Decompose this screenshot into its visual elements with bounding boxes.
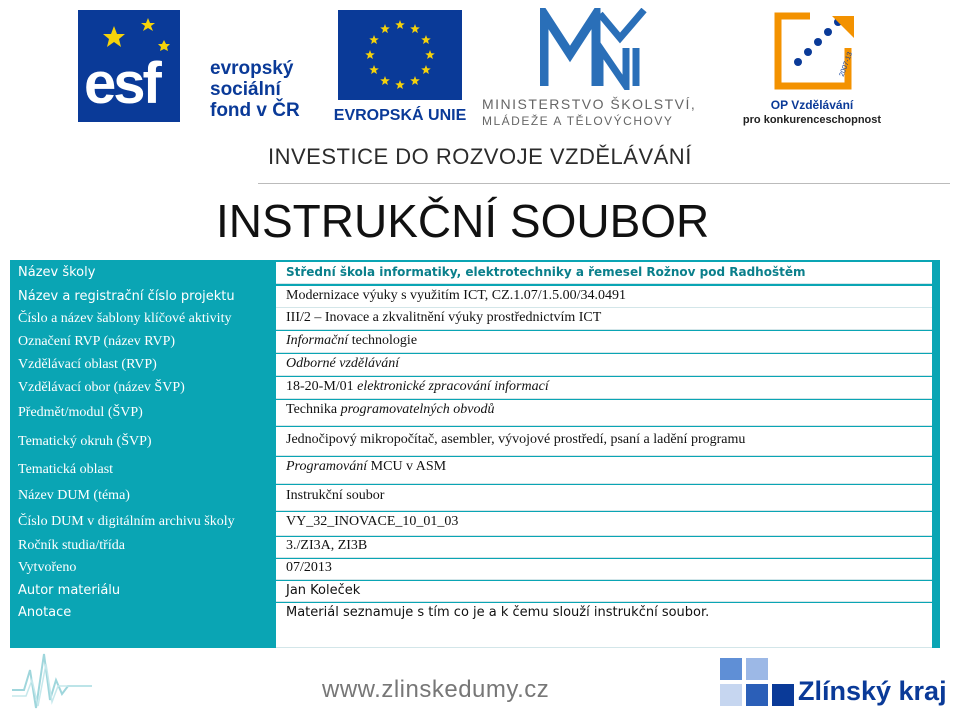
row-value: Jednočipový mikropočítač, asembler, vývojové prostředí, psaní a ladění programu bbox=[286, 432, 746, 447]
esf-word-1: evropský bbox=[210, 58, 294, 79]
row-value-box bbox=[276, 559, 932, 580]
table-row-obor bbox=[10, 377, 940, 399]
table-row-autor bbox=[10, 581, 940, 602]
table-row-okruh bbox=[10, 427, 940, 456]
esf-word-3: fond v ČR bbox=[210, 100, 300, 121]
row-value bbox=[286, 333, 417, 349]
table-row-dum bbox=[10, 485, 940, 511]
eu-star bbox=[410, 76, 420, 85]
row-value-box bbox=[276, 485, 932, 511]
row-value: III/2 – Inovace a zkvalitnění výuky prostřednictvím ICT bbox=[286, 310, 602, 325]
row-label: Autor materiálu bbox=[18, 583, 121, 598]
eu-star bbox=[365, 50, 375, 59]
row-label: Číslo DUM v digitálním archivu školy bbox=[18, 514, 235, 529]
table-row-oblast bbox=[10, 354, 940, 376]
row-label: Název školy bbox=[18, 265, 96, 280]
row-value: Střední škola informatiky, elektrotechniky a řemesel Rožnov pod Radhoštěm bbox=[286, 265, 806, 279]
eu-star bbox=[421, 65, 431, 74]
msmt-line-1: MINISTERSTVO ŠKOLSTVÍ, bbox=[482, 96, 697, 112]
msmt-logo bbox=[482, 8, 722, 133]
zk-square-icon bbox=[720, 658, 742, 680]
op-mark-icon bbox=[770, 8, 856, 94]
row-value: VY_32_INOVACE_10_01_03 bbox=[286, 514, 459, 529]
page-title: INSTRUKČNÍ SOUBOR bbox=[216, 195, 710, 247]
zk-square-icon bbox=[772, 684, 794, 706]
row-label: Číslo a název šablony klíčové aktivity bbox=[18, 311, 232, 326]
zk-square-icon bbox=[746, 684, 768, 706]
row-label: Označení RVP (název RVP) bbox=[18, 334, 176, 349]
row-value bbox=[286, 402, 494, 418]
pulse-icon bbox=[12, 650, 92, 712]
esf-words bbox=[210, 58, 300, 121]
row-value-box bbox=[276, 427, 932, 456]
table-row-rvp bbox=[10, 331, 940, 353]
table-row-projekt bbox=[10, 286, 940, 308]
op-line-1: OP Vzdělávání bbox=[770, 98, 854, 112]
row-value: Jan Koleček bbox=[286, 583, 361, 598]
table-row-nazev-skoly bbox=[10, 262, 940, 284]
eu-star bbox=[421, 35, 431, 44]
row-value: 3./ZI3A, ZI3B bbox=[286, 538, 368, 553]
esf-word-2: sociální bbox=[210, 79, 281, 100]
row-label: Vytvořeno bbox=[18, 560, 77, 575]
row-value-box bbox=[276, 308, 932, 330]
table-row-vytvoreno bbox=[10, 559, 940, 580]
row-value-plain: MCU v ASM bbox=[367, 459, 447, 474]
table-row-rocnik bbox=[10, 537, 940, 558]
row-value-box bbox=[276, 262, 932, 284]
eu-star bbox=[380, 24, 390, 33]
table-row-predmet bbox=[10, 400, 940, 426]
zk-square-icon bbox=[720, 684, 742, 706]
row-value-italic: Programování bbox=[286, 459, 368, 474]
table-row-cislo-dum bbox=[10, 512, 940, 536]
eu-star bbox=[395, 20, 405, 29]
row-label: Název DUM (téma) bbox=[18, 488, 130, 503]
row-value: Instrukční soubor bbox=[286, 488, 385, 503]
eu-star bbox=[369, 65, 379, 74]
row-value-plain: 18-20-M/01 bbox=[286, 379, 358, 394]
row-value-box bbox=[276, 354, 932, 376]
row-value: Odborné vzdělávání bbox=[286, 356, 400, 371]
esf-mark: esf bbox=[84, 51, 159, 116]
row-label: Vzdělávací oblast (RVP) bbox=[18, 357, 157, 372]
row-label: Tematická oblast bbox=[18, 462, 114, 477]
row-value-italic: elektronické zpracování informací bbox=[357, 379, 549, 394]
footer-url: www.zlinskedumy.cz bbox=[322, 676, 550, 703]
zlinsky-kraj-logo: Zlínský kraj bbox=[798, 676, 947, 706]
row-value: 07/2013 bbox=[286, 560, 332, 575]
row-label: Vzdělávací obor (název ŠVP) bbox=[18, 380, 185, 395]
row-value-italic: programovatelných obvodů bbox=[340, 402, 495, 417]
eu-star bbox=[395, 80, 405, 89]
op-line-2: pro konkurenceschopnost bbox=[742, 114, 882, 126]
header-logos bbox=[0, 0, 960, 185]
zk-square-icon bbox=[746, 658, 768, 680]
eu-star bbox=[369, 35, 379, 44]
op-logo bbox=[732, 8, 892, 130]
op-years: 2007-13 bbox=[838, 51, 855, 78]
row-value-box bbox=[276, 286, 932, 308]
row-value bbox=[286, 459, 446, 475]
row-value-box bbox=[276, 603, 932, 648]
esf-logo bbox=[78, 10, 318, 130]
row-value-plain: Technika bbox=[286, 402, 341, 417]
row-label: Ročník studia/třída bbox=[18, 538, 125, 553]
eu-star bbox=[380, 76, 390, 85]
investice-slogan: INVESTICE DO ROZVOJE VZDĚLÁVÁNÍ bbox=[268, 144, 692, 169]
table-row-anotace bbox=[10, 603, 940, 648]
row-value-plain: technologie bbox=[348, 333, 418, 348]
row-value-box bbox=[276, 512, 932, 536]
row-value-box bbox=[276, 331, 932, 353]
eu-stars-icon bbox=[338, 10, 462, 100]
table-row-tematicka-oblast bbox=[10, 457, 940, 484]
row-value-box bbox=[276, 400, 932, 426]
row-label: Název a registrační číslo projektu bbox=[18, 289, 235, 304]
table-row-sablona bbox=[10, 308, 940, 330]
row-label: Tematický okruh (ŠVP) bbox=[18, 434, 152, 449]
row-label: Předmět/modul (ŠVP) bbox=[18, 405, 143, 420]
eu-star bbox=[425, 50, 435, 59]
row-value-box bbox=[276, 581, 932, 602]
row-value-box bbox=[276, 537, 932, 558]
row-value: Materiál seznamuje s tím co je a k čemu slouží instrukční soubor. bbox=[286, 605, 710, 620]
row-value-italic: Informační bbox=[286, 333, 349, 348]
row-value: Modernizace výuky s využitím ICT, CZ.1.07/1.5.00/34.0491 bbox=[286, 288, 626, 303]
row-value-box bbox=[276, 377, 932, 399]
header-divider bbox=[258, 183, 950, 184]
esf-logo-box bbox=[78, 10, 180, 122]
eu-logo bbox=[330, 10, 470, 135]
eu-flag-icon bbox=[338, 10, 462, 100]
msmt-line-2: MLÁDEŽE A TĚLOVÝCHOVY bbox=[482, 114, 674, 128]
row-label: Anotace bbox=[18, 605, 72, 620]
row-value bbox=[286, 379, 549, 395]
eu-star bbox=[410, 24, 420, 33]
msmt-mark-icon bbox=[540, 8, 650, 90]
row-value-box bbox=[276, 457, 932, 484]
eu-label: EVROPSKÁ UNIE bbox=[333, 107, 467, 124]
